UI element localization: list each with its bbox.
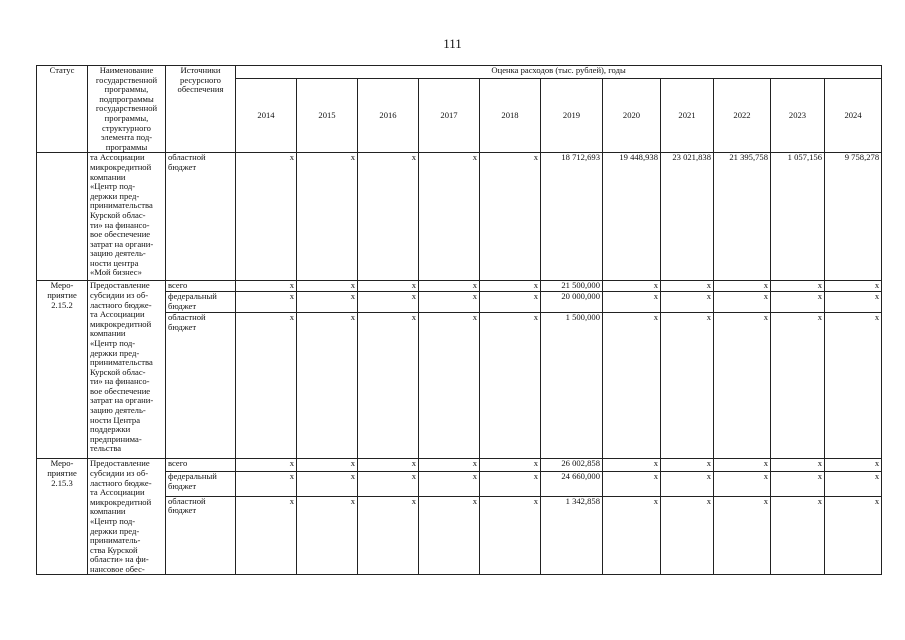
value-cell-2022: x: [714, 459, 771, 472]
source-cell: всего: [166, 459, 236, 472]
name-line: та Ассоциации: [90, 309, 145, 320]
value-cell-2014: x: [236, 496, 297, 575]
name-line: поддержки: [90, 424, 131, 435]
name-line: «Центр под-: [90, 337, 136, 348]
value-cell-2014: x: [236, 459, 297, 472]
header-source: [166, 66, 236, 153]
value-cell-2022: x: [714, 313, 771, 459]
name-line: держки пред-: [90, 190, 140, 201]
header-name-line: государственной: [95, 103, 158, 114]
name-line: микрокредитной: [90, 496, 152, 507]
value-cell-2023: x: [771, 496, 825, 575]
value-cell-2019: 1 500,000: [541, 313, 603, 459]
value-cell-2018: x: [480, 292, 541, 313]
status-line: приятие: [47, 289, 77, 300]
name-line: микрокредитной: [90, 318, 152, 329]
value-cell-2019: 21 500,000: [541, 281, 603, 292]
name-line: области» на фи-: [90, 554, 149, 565]
page-number: 111: [443, 36, 462, 51]
value-cell-2016: x: [358, 281, 419, 292]
value-cell-2017: x: [419, 292, 480, 313]
value-cell-2016: x: [358, 153, 419, 281]
name-line: Курской облас-: [90, 366, 146, 377]
value-cell-2023: x: [771, 292, 825, 313]
name-line: зацию деятель-: [90, 248, 146, 259]
year-header-2019: 2019: [541, 79, 603, 153]
year-header-2024: 2024: [825, 79, 882, 153]
year-header-2014: 2014: [236, 79, 297, 153]
year-header-2022: 2022: [714, 79, 771, 153]
name-line: приниматель-: [90, 535, 141, 546]
header-name-line: программы,: [104, 112, 149, 123]
header-name-line: элемента под-: [100, 132, 153, 143]
value-cell-2022: x: [714, 281, 771, 292]
header-estimate: Оценка расходов (тыс. рублей), годы: [236, 66, 882, 79]
year-header-2020: 2020: [603, 79, 661, 153]
value-cell-2016: x: [358, 313, 419, 459]
status-line: 2.15.3: [51, 477, 73, 488]
name-line: микрокредитной: [90, 161, 152, 172]
table-row: [37, 281, 882, 292]
status-cell: [37, 281, 88, 459]
header-row: [37, 66, 882, 79]
value-cell-2020: x: [603, 472, 661, 497]
name-line: та Ассоциации: [90, 152, 145, 163]
name-line: затрат на органи-: [90, 395, 154, 406]
value-cell-2019: 24 660,000: [541, 472, 603, 497]
value-cell-2022: x: [714, 292, 771, 313]
value-cell-2014: x: [236, 313, 297, 459]
value-cell-2020: x: [603, 281, 661, 292]
year-header-2021: 2021: [661, 79, 714, 153]
value-cell-2018: x: [480, 459, 541, 472]
name-line: компании: [90, 506, 126, 517]
value-cell-2017: x: [419, 313, 480, 459]
value-cell-2015: x: [297, 459, 358, 472]
value-cell-2019: 20 000,000: [541, 292, 603, 313]
year-header-2016: 2016: [358, 79, 419, 153]
value-cell-2020: x: [603, 459, 661, 472]
value-cell-2015: x: [297, 496, 358, 575]
value-cell-2016: x: [358, 459, 419, 472]
name-line: ластного бюдже-: [90, 477, 152, 488]
header-name-line: государственной: [95, 74, 158, 85]
name-line: ти» на финансо-: [90, 376, 150, 387]
value-cell-2021: x: [661, 313, 714, 459]
value-cell-2014: x: [236, 281, 297, 292]
name-line: ства Курской: [90, 544, 138, 555]
year-header-2023: 2023: [771, 79, 825, 153]
name-line: Предоставление: [90, 458, 150, 469]
name-line: ности Центра: [90, 414, 141, 425]
value-cell-2016: x: [358, 472, 419, 497]
name-line: субсидии из об-: [90, 289, 149, 300]
name-line: предпринима-: [90, 433, 142, 444]
name-line: ластного бюдже-: [90, 299, 152, 310]
source-cell: всего: [166, 281, 236, 292]
header-name-line: структурного: [102, 122, 151, 133]
value-cell-2022: x: [714, 472, 771, 497]
source-cell: областной бюджет: [166, 153, 236, 281]
value-cell-2024: 9 758,278: [825, 153, 882, 281]
name-line: «Центр под-: [90, 515, 136, 526]
name-line: компании: [90, 328, 126, 339]
name-line: Предоставление: [90, 280, 150, 291]
header-name-line: Наименование: [99, 65, 154, 75]
value-cell-2018: x: [480, 472, 541, 497]
name-line: принимательства: [90, 357, 153, 368]
value-cell-2024: x: [825, 313, 882, 459]
value-cell-2023: x: [771, 459, 825, 472]
status-line: Меро-: [50, 458, 74, 469]
value-cell-2018: x: [480, 153, 541, 281]
value-cell-2021: x: [661, 496, 714, 575]
value-cell-2020: x: [603, 496, 661, 575]
name-line: нансовое обес-: [90, 563, 145, 574]
name-line: затрат на органи-: [90, 238, 154, 249]
header-source-line: обеспечения: [177, 84, 224, 95]
name-line: «Центр под-: [90, 181, 136, 192]
source-cell: федеральный бюджет: [166, 472, 236, 497]
value-cell-2021: x: [661, 459, 714, 472]
value-cell-2021: x: [661, 472, 714, 497]
value-cell-2015: x: [297, 153, 358, 281]
name-line: вое обеспечение: [90, 385, 151, 396]
status-line: Меро-: [50, 280, 74, 291]
value-cell-2015: x: [297, 313, 358, 459]
header-source-line: Источники: [180, 65, 221, 75]
name-line: Курской облас-: [90, 209, 146, 220]
value-cell-2024: x: [825, 281, 882, 292]
source-cell: областной бюджет: [166, 313, 236, 459]
year-header-2015: 2015: [297, 79, 358, 153]
name-line: та Ассоциации: [90, 487, 145, 498]
value-cell-2017: x: [419, 459, 480, 472]
value-cell-2015: x: [297, 281, 358, 292]
name-line: принимательства: [90, 200, 153, 211]
status-cell: [37, 459, 88, 575]
value-cell-2018: x: [480, 496, 541, 575]
value-cell-2014: x: [236, 153, 297, 281]
name-line: зацию деятель-: [90, 405, 146, 416]
name-line: вое обеспечение: [90, 229, 151, 240]
value-cell-2022: x: [714, 496, 771, 575]
name-cell: [88, 459, 166, 575]
name-line: тельства: [90, 443, 122, 454]
table-row: [37, 153, 882, 281]
name-line: субсидии из об-: [90, 467, 149, 478]
status-line: 2.15.2: [51, 299, 73, 310]
header-name: [88, 66, 166, 153]
value-cell-2019: 18 712,693: [541, 153, 603, 281]
value-cell-2023: 1 057,156: [771, 153, 825, 281]
value-cell-2017: x: [419, 153, 480, 281]
value-cell-2019: 26 002,858: [541, 459, 603, 472]
name-line: держки пред-: [90, 347, 140, 358]
year-header-2017: 2017: [419, 79, 480, 153]
value-cell-2020: x: [603, 313, 661, 459]
status-line: приятие: [47, 467, 77, 478]
header-source-line: ресурсного: [180, 74, 221, 85]
value-cell-2021: x: [661, 281, 714, 292]
header-name-line: программы: [105, 141, 148, 152]
year-header-2018: 2018: [480, 79, 541, 153]
value-cell-2020: 19 448,938: [603, 153, 661, 281]
header-name-line: программы,: [104, 84, 149, 95]
value-cell-2015: x: [297, 472, 358, 497]
table-row: [37, 459, 882, 472]
value-cell-2024: x: [825, 472, 882, 497]
value-cell-2014: x: [236, 472, 297, 497]
value-cell-2019: 1 342,858: [541, 496, 603, 575]
value-cell-2016: x: [358, 292, 419, 313]
name-cell: [88, 153, 166, 281]
value-cell-2022: 21 395,758: [714, 153, 771, 281]
name-cell: [88, 281, 166, 459]
name-line: «Мой бизнес»: [90, 267, 142, 278]
name-line: ти» на финансо-: [90, 219, 150, 230]
value-cell-2017: x: [419, 496, 480, 575]
header-name-line: подпрограммы: [99, 93, 154, 104]
value-cell-2016: x: [358, 496, 419, 575]
expenses-table: [36, 65, 882, 575]
name-line: ности центра: [90, 257, 139, 268]
source-cell: федеральный бюджет: [166, 292, 236, 313]
status-cell: [37, 153, 88, 281]
value-cell-2021: x: [661, 292, 714, 313]
value-cell-2014: x: [236, 292, 297, 313]
name-line: компании: [90, 171, 126, 182]
value-cell-2017: x: [419, 472, 480, 497]
value-cell-2021: 23 021,838: [661, 153, 714, 281]
value-cell-2018: x: [480, 281, 541, 292]
name-line: держки пред-: [90, 525, 140, 536]
value-cell-2018: x: [480, 313, 541, 459]
value-cell-2023: x: [771, 472, 825, 497]
value-cell-2024: x: [825, 292, 882, 313]
source-cell: областной бюджет: [166, 496, 236, 575]
value-cell-2023: x: [771, 313, 825, 459]
value-cell-2023: x: [771, 281, 825, 292]
value-cell-2024: x: [825, 496, 882, 575]
value-cell-2020: x: [603, 292, 661, 313]
header-status: Статус: [37, 66, 88, 153]
value-cell-2017: x: [419, 281, 480, 292]
value-cell-2024: x: [825, 459, 882, 472]
value-cell-2015: x: [297, 292, 358, 313]
